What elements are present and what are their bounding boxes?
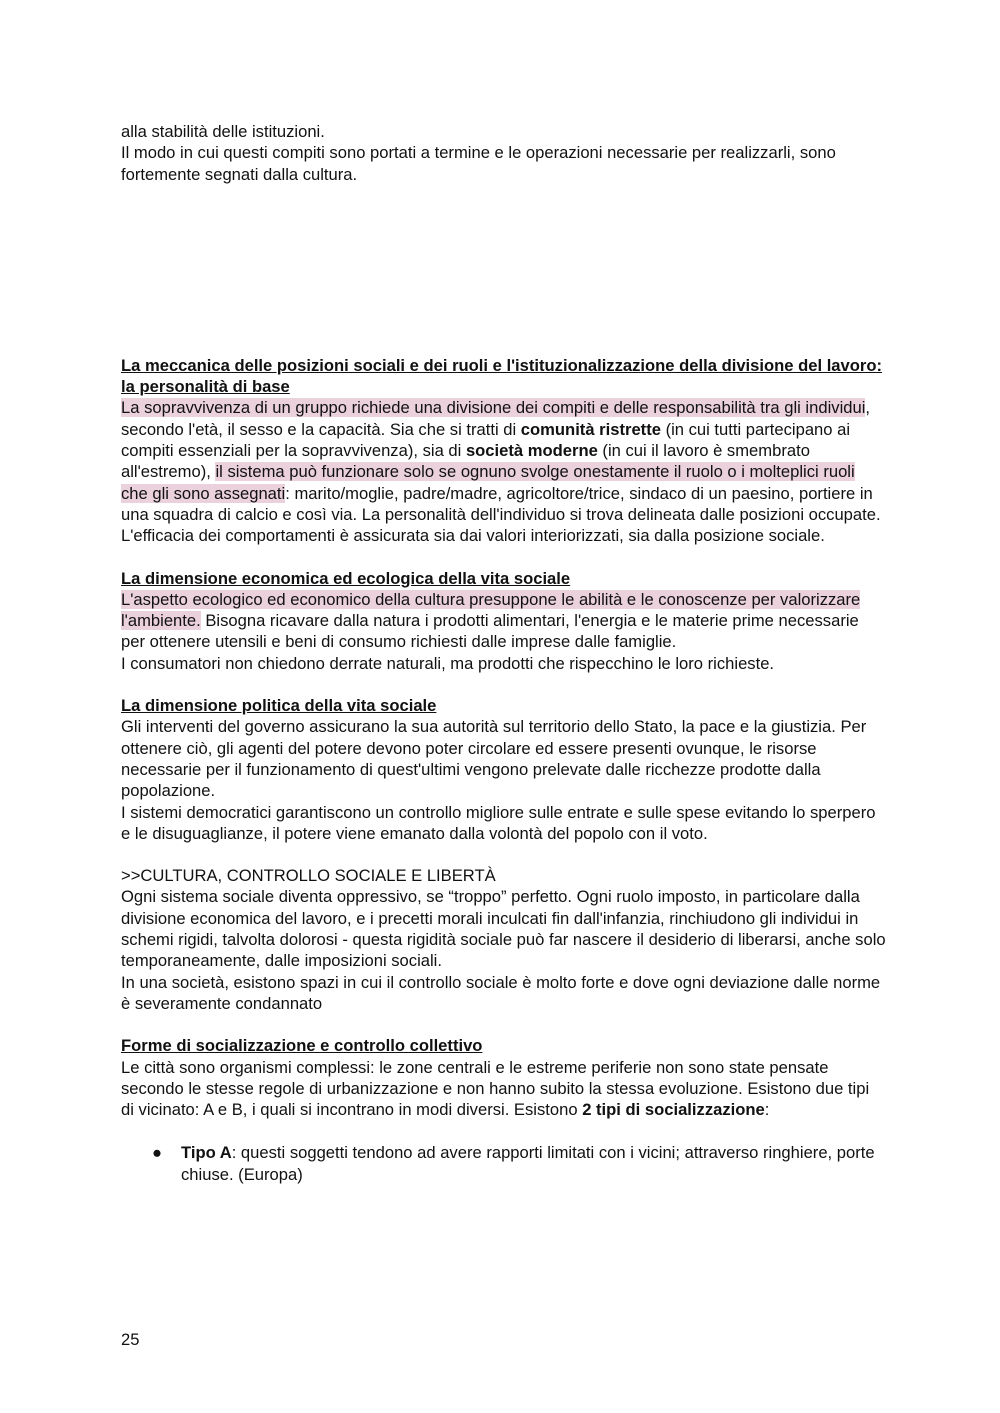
paragraph-politica-1: Gli interventi del governo assicurano la sua autorità sul territorio dello Stato, la pace e la giustizia. Per ottenere ciò, gli agenti del potere devono poter circolare ed essere presenti ovunque, le risorse necessarie per il funzionamento di quest'ultimi vengono prelevate dalle ricchezze prodotte dalla popolazione. [121, 717, 867, 801]
bold-text: Tipo A [181, 1143, 232, 1163]
highlight-text: L'aspetto ecologico ed economico della cultura presuppone le abilità e le conoscenze per valorizzare l'ambiente. [121, 589, 861, 631]
body-text: Le città sono organismi complessi: le zone centrali e le estreme periferie non sono state pensate secondo le stesse regole di urbanizzazione e non hanno subito la stessa evoluzione. Esistono due tipi di vicinato: A e B, i quali si incontrano in modi diversi. Esistono [121, 1057, 870, 1120]
highlight-text: il sistema può funzionare solo se ognuno svolge onestamente il ruolo o i molteplici ruoli che gli sono assegnati [121, 462, 855, 503]
body-text: : [764, 1100, 770, 1120]
heading-forme: Forme di socializzazione e controllo collettivo [121, 1036, 483, 1056]
bold-text: comunità ristrette [520, 419, 661, 439]
bullet-icon: ● [152, 1143, 163, 1163]
document-page [121, 121, 886, 1185]
paragraph-economica-1 [121, 589, 886, 653]
body-text: (in cui tutti partecipano ai compiti essenziali per la sopravvivenza), sia di [121, 419, 851, 461]
paragraph-politica-2: I sistemi democratici garantiscono un controllo migliore sulle entrate e sulle spese evitando lo sperpero e le disuguaglianze, il potere viene emanato dalla volontà del popolo con il voto. [121, 802, 876, 843]
body-text: , secondo l'età, il sesso e la capacità. Sia che si tratti di [121, 398, 871, 439]
blank-space [121, 185, 886, 355]
bold-text: società moderne [465, 441, 598, 461]
body-text: Bisogna ricavare dalla natura i prodotti alimentari, l'energia e le materie prime necessarie per ottenere utensili e beni di consumo richiesti dalle imprese dalle famiglie. [121, 611, 859, 652]
heading-economica: La dimensione economica ed ecologica della vita sociale [121, 568, 571, 588]
heading-cultura: >>CULTURA, CONTROLLO SOCIALE E LIBERTÀ [121, 866, 496, 886]
paragraph-meccanica-2: L'efficacia dei comportamenti è assicurata sia dai valori interiorizzati, sia dalla posizione sociale. [121, 526, 825, 546]
body-text: : marito/moglie, padre/madre, agricoltore/trice, sindaco di un paesino, portiere in una squadra di calcio e così via. La personalità dell'individuo si trova delineata dalle posizioni occupate. [121, 483, 881, 524]
body-text: : questi soggetti tendono ad avere rapporti limitati con i vicini; attraverso ringhiere, porte chiuse. (Europa) [181, 1143, 875, 1184]
bold-text: 2 tipi di socializzazione [582, 1100, 765, 1120]
highlight-text: La sopravvivenza di un gruppo richiede una divisione dei compiti e delle responsabilità tra gli individui [121, 398, 866, 418]
bullet-list [121, 1142, 886, 1185]
heading-politica: La dimensione politica della vita sociale [121, 696, 437, 716]
intro-line-2: Il modo in cui questi compiti sono portati a termine e le operazioni necessarie per realizzarli, sono fortemente segnati dalla cultura. [121, 143, 836, 184]
page-number: 25 [121, 1330, 140, 1349]
paragraph-economica-2: I consumatori non chiedono derrate naturali, ma prodotti che rispecchino le loro richieste. [121, 653, 775, 673]
list-item [152, 1142, 886, 1185]
paragraph-cultura-1: Ogni sistema sociale diventa oppressivo, se “troppo” perfetto. Ogni ruolo imposto, in particolare dalla divisione economica del lavoro, e i precetti morali inculcati fin dall'infanzia, rinchiudono gli individui in schemi rigidi, talvolta dolorosi - questa rigidità sociale può far nascere il desiderio di liberarsi, anche solo temporaneamente, dalle imposizioni sociali. [121, 887, 886, 971]
intro-line-1: alla stabilità delle istituzioni. [121, 122, 325, 141]
paragraph-forme-1 [121, 1057, 886, 1121]
body-text: (in cui il lavoro è smembrato all'estremo), [121, 441, 810, 482]
paragraph-meccanica-1 [121, 397, 886, 525]
paragraph-cultura-2: In una società, esistono spazi in cui il controllo sociale è molto forte e dove ogni deviazione dalle norme è severamente condannato [121, 972, 881, 1013]
heading-meccanica: La meccanica delle posizioni sociali e dei ruoli e l'istituzionalizzazione della divisione del lavoro: la personalità di base [121, 355, 883, 397]
